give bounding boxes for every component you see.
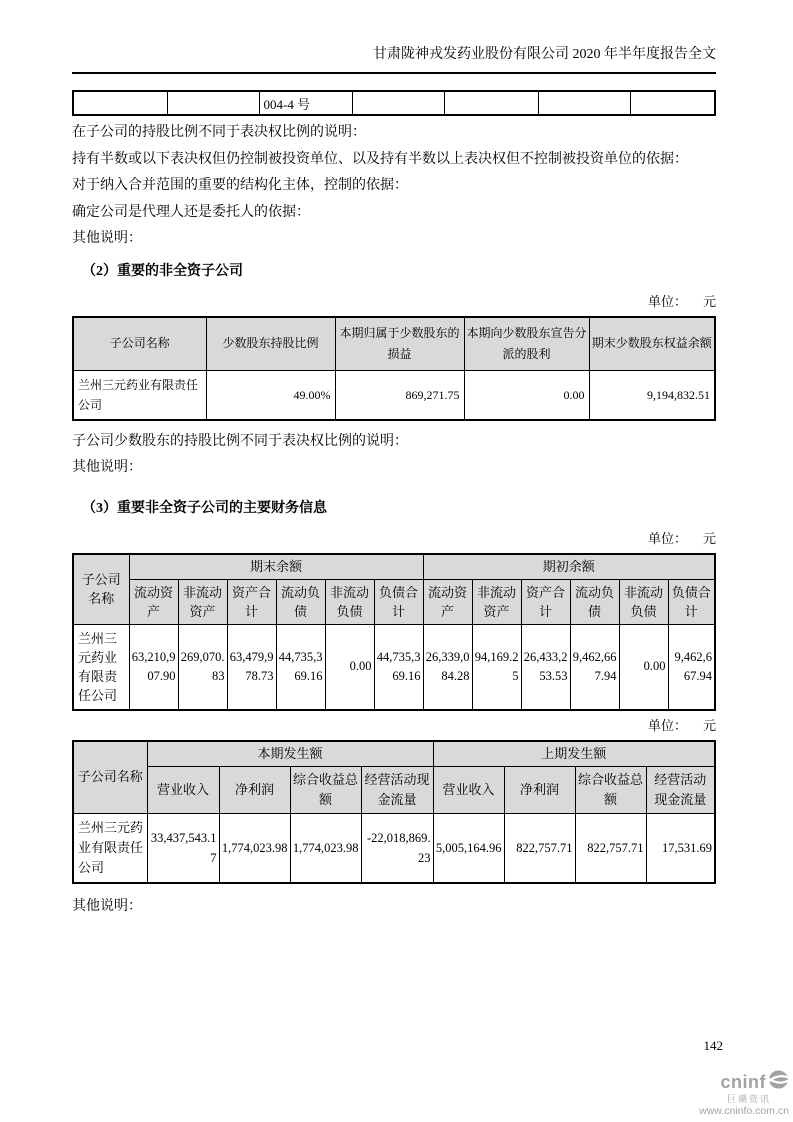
table-group-header-row [73,554,715,580]
cell-minority-ratio: 49.00% [206,370,335,420]
cell-current-comprehensive-income: 1,774,023.98 [290,813,361,883]
cell-begin-current-assets: 26,339,084.28 [423,624,472,710]
cninfo-swirl-icon [768,1070,789,1094]
unit-label: 单位： [647,717,687,733]
table-row [73,370,715,420]
cell-end-total-assets: 63,479,978.73 [227,624,276,710]
continued-table-row [73,91,715,115]
corner-header-subsidiary-name: 子公司名称 [73,741,147,814]
cell-begin-total-assets: 26,433,253.53 [521,624,570,710]
notes-block [72,429,716,482]
cell-begin-noncurrent-assets: 94,169.25 [472,624,521,710]
cell-prior-comprehensive-income: 822,757.71 [575,813,646,883]
cell-subsidiary-name: 兰州三元药业有限责任公司 [73,813,147,883]
cell-begin-total-liabilities: 9,462,667.94 [668,624,715,710]
column-header-total-assets: 资产合计 [227,579,276,624]
income-statement-table [72,740,716,884]
cninfo-url: www.cninfo.com.cn [699,1105,789,1117]
column-header-comprehensive-income: 综合收益总额 [575,766,646,813]
unit-line [72,717,716,734]
table-row [73,624,715,710]
table-row [73,813,715,883]
column-header-net-profit: 净利润 [504,766,575,813]
cell-end-total-liabilities: 44,735,369.16 [374,624,423,710]
table-header-row [73,317,715,371]
continued-table [72,90,716,116]
column-header-minority-pnl: 本期归属于少数股东的损益 [335,317,464,371]
unit-label: 单位： [647,530,687,546]
column-header-current-assets: 流动资产 [423,579,472,624]
note-line: 持有半数或以下表决权但仍控制被投资单位、以及持有半数以上表决权但不控制被投资单位的依据： [72,151,688,167]
table-group-header-row [73,741,715,767]
balance-sheet-table [72,553,716,711]
column-header-operating-cashflow: 经营活动现金流量 [361,766,433,813]
cell-end-current-liabilities: 44,735,369.16 [276,624,325,710]
column-header-noncurrent-assets: 非流动资产 [178,579,227,624]
note-line: 子公司少数股东的持股比例不同于表决权比例的说明： [72,433,408,449]
column-header-current-assets: 流动资产 [129,579,178,624]
minority-interest-table [72,316,716,421]
cell-subsidiary-name: 兰州三元药业有限责任公司 [73,624,129,710]
page-number: 142 [703,1038,723,1053]
table-cell-empty [352,91,444,115]
column-header-noncurrent-assets: 非流动资产 [472,579,521,624]
column-header-noncurrent-liabilities: 非流动负债 [619,579,668,624]
cninfo-brand-text: cninf [720,1072,766,1092]
column-header-current-liabilities: 流动负债 [570,579,619,624]
note-line: 其他说明： [72,231,142,246]
group-header-prior-period: 上期发生额 [433,741,715,767]
doc-header [72,0,716,74]
table-cell-empty [167,91,259,115]
cell-prior-net-profit: 822,757.71 [504,813,575,883]
cell-prior-revenue: 5,005,164.96 [433,813,504,883]
column-header-total-liabilities: 负债合计 [374,579,423,624]
note-line: 对于纳入合并范围的重要的结构化主体，控制的依据： [72,178,408,193]
cell-subsidiary-name: 兰州三元药业有限责任公司 [73,370,206,420]
cell-current-operating-cashflow: -22,018,869.23 [361,813,433,883]
unit-value: 元 [702,717,716,733]
cell-declared-dividends: 0.00 [464,370,589,420]
group-header-ending-balance: 期末余额 [129,554,423,580]
group-header-beginning-balance: 期初余额 [423,554,715,580]
cninfo-logo [685,1070,789,1117]
group-header-current-period: 本期发生额 [147,741,433,767]
cell-current-net-profit: 1,774,023.98 [219,813,290,883]
cell-end-noncurrent-liabilities: 0.00 [325,624,374,710]
column-header-current-liabilities: 流动负债 [276,579,325,624]
table-cell-empty [630,91,715,115]
notes-block [72,120,716,253]
section-heading-important-subsidiaries: （2）重要的非全资子公司 [82,263,243,279]
continued-table-cell-value: 004-4 号 [259,91,352,115]
unit-label: 单位： [647,293,687,309]
note-line: 确定公司是代理人还是委托人的依据： [72,204,310,220]
column-header-noncurrent-liabilities: 非流动负债 [325,579,374,624]
cell-end-noncurrent-assets: 269,070.83 [178,624,227,710]
unit-value: 元 [702,530,716,546]
column-header-revenue: 营业收入 [433,766,504,813]
table-cell-empty [538,91,630,115]
cell-begin-noncurrent-liabilities: 0.00 [619,624,668,710]
corner-header-subsidiary-name: 子公司名称 [73,554,129,625]
doc-header-title: 甘肃陇神戎发药业股份有限公司 2020 年半年度报告全文 [373,47,716,62]
cell-end-current-assets: 63,210,907.90 [129,624,178,710]
cell-minority-pnl: 869,271.75 [335,370,464,420]
cell-current-revenue: 33,437,543.17 [147,813,219,883]
column-header-net-profit: 净利润 [219,766,290,813]
note-line: 在子公司的持股比例不同于表决权比例的说明： [72,125,366,140]
column-header-declared-dividends: 本期向少数股东宣告分派的股利 [464,317,589,371]
table-cell-empty [444,91,538,115]
column-header-total-liabilities: 负债合计 [668,579,715,624]
unit-line [72,293,716,310]
column-header-revenue: 营业收入 [147,766,219,813]
page-content [72,0,716,920]
table-subheader-row [73,579,715,624]
column-header-ending-equity: 期末少数股东权益余额 [589,317,715,371]
note-line: 其他说明： [72,460,142,475]
unit-value: 元 [702,293,716,309]
note-line: 其他说明： [72,898,142,914]
table-subheader-row [73,766,715,813]
unit-line [72,530,716,547]
column-header-total-assets: 资产合计 [521,579,570,624]
section-heading-financial-info: （3）重要非全资子公司的主要财务信息 [82,500,327,516]
column-header-comprehensive-income: 综合收益总额 [290,766,361,813]
cell-ending-equity: 9,194,832.51 [589,370,715,420]
table-cell-empty [73,91,167,115]
cell-begin-current-liabilities: 9,462,667.94 [570,624,619,710]
cell-prior-operating-cashflow: 17,531.69 [646,813,715,883]
column-header-minority-ratio: 少数股东持股比例 [206,317,335,371]
column-header-operating-cashflow: 经营活动现金流量 [646,766,715,813]
cninfo-brand-row [685,1070,789,1094]
cninfo-brand-chinese: 巨潮资讯 [726,1094,771,1104]
column-header-subsidiary-name: 子公司名称 [73,317,206,371]
